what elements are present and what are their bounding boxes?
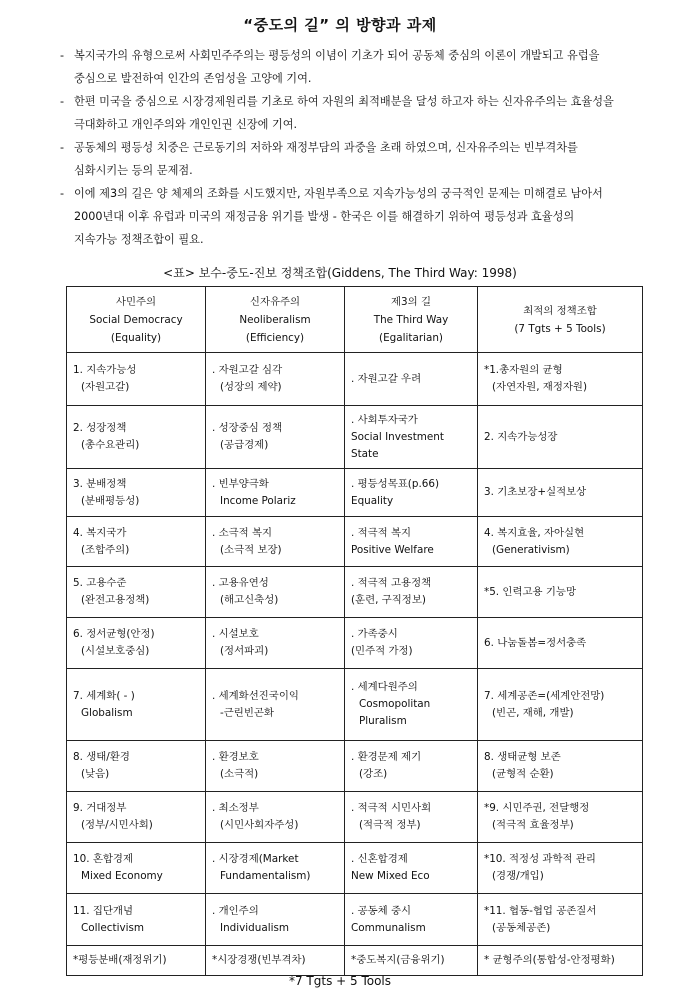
table-cell xyxy=(345,517,478,567)
cell-line: (훈련, 구직정보) xyxy=(351,594,426,606)
table-cell xyxy=(206,517,345,567)
table-row xyxy=(67,469,643,517)
cell-line: 1. 지속가능성 xyxy=(73,364,137,376)
cell-line: 6. 정서균형(안정) xyxy=(73,628,155,640)
cell-line: 3. 기초보장+실적보상 xyxy=(484,486,587,498)
cell-line: (총수요관리) xyxy=(81,439,140,451)
cell-line: Collectivism xyxy=(81,921,145,934)
cell-line: *10. 적정성 과학적 관리 xyxy=(484,853,596,865)
table-cell xyxy=(67,618,206,669)
header-line: 신자유주의 xyxy=(249,295,301,308)
table-cell xyxy=(206,894,345,946)
cell-line: . 고용유연성 xyxy=(212,577,269,589)
table-cell xyxy=(478,353,643,406)
bullet-item xyxy=(60,90,660,136)
cell-line: Cosmopolitan xyxy=(359,698,431,710)
table-cell xyxy=(345,618,478,669)
summary-cell: * 균형주의(통합성-안정평화) xyxy=(478,946,643,976)
cell-line: (성장의 제약) xyxy=(220,381,282,393)
cell-line: . 가족중시 xyxy=(351,628,398,640)
table-cell xyxy=(67,469,206,517)
bullet-text: 공동체의 평등성 치중은 근로동기의 저하와 재정부담의 과중을 초래 하였으며, 신자유주의는 빈부격차를 심화시키는 등의 문제점. xyxy=(74,141,578,177)
cell-line: . 시장경제(Market xyxy=(212,853,299,865)
cell-line: 2. 지속가능성장 xyxy=(484,430,558,443)
header-line: The Third Way xyxy=(373,313,449,326)
cell-line: . 자원고갈 우려 xyxy=(351,372,422,385)
cell-line: Pluralism xyxy=(359,715,407,727)
header-line: (Egalitarian) xyxy=(379,331,443,344)
table-cell xyxy=(67,669,206,741)
cell-line: . 자원고갈 심각 xyxy=(212,364,283,376)
cell-line: (소극적) xyxy=(220,768,259,780)
table-cell xyxy=(206,469,345,517)
cell-line: . 개인주의 xyxy=(212,904,259,917)
cell-line: . 환경문제 제기 xyxy=(351,751,422,763)
cell-line: 5. 고용수준 xyxy=(73,577,127,589)
table-cell xyxy=(478,567,643,618)
cell-line: 7. 세계화( - ) xyxy=(73,689,135,702)
cell-line: (시민사회자주성) xyxy=(220,819,299,831)
header-line: (Equality) xyxy=(110,331,162,344)
table-cell xyxy=(478,406,643,469)
cell-line: (민주적 가정) xyxy=(351,645,413,657)
table-cell xyxy=(478,618,643,669)
table-cell xyxy=(67,741,206,792)
cell-line: 11. 집단개념 xyxy=(73,904,133,917)
table-cell xyxy=(345,843,478,894)
cell-line: Equality xyxy=(351,494,394,507)
table-cell xyxy=(345,353,478,406)
table-caption: <표> 보수-중도-진보 정책조합(Giddens, The Third Way: 1998) xyxy=(163,266,517,280)
cell-line: . 환경보호 xyxy=(212,751,259,763)
cell-line: . 세계화선진국이익 xyxy=(212,689,299,702)
table-cell xyxy=(206,567,345,618)
cell-line: Globalism xyxy=(81,706,133,719)
cell-line: 9. 거대정부 xyxy=(73,802,127,814)
table-row xyxy=(67,567,643,618)
cell-line: (완전고용정책) xyxy=(81,594,150,606)
table-row xyxy=(67,618,643,669)
cell-line: . 소극적 복지 xyxy=(212,526,273,539)
cell-line: . 적극적 시민사회 xyxy=(351,802,432,814)
cell-line: (정서파괴) xyxy=(220,645,269,657)
table-cell xyxy=(345,669,478,741)
bullet-mark: - xyxy=(60,141,65,154)
cell-line: (경쟁/개입) xyxy=(492,870,544,882)
cell-line: . 세계다원주의 xyxy=(351,681,418,693)
table-cell xyxy=(345,792,478,843)
header-cell xyxy=(345,287,478,353)
bullet-item xyxy=(60,44,660,90)
cell-line: Individualism xyxy=(220,921,290,934)
table-footnote: *7 Tgts + 5 Tools xyxy=(288,974,392,988)
table-cell xyxy=(478,741,643,792)
table-cell xyxy=(206,843,345,894)
cell-line: 4. 복지국가 xyxy=(73,526,127,539)
cell-line: (자연자원, 재정자원) xyxy=(492,381,588,393)
header-cell xyxy=(206,287,345,353)
cell-line: *5. 인력고용 기능망 xyxy=(484,585,576,598)
header-cell xyxy=(67,287,206,353)
cell-line: Social Investment xyxy=(351,430,444,443)
table-cell xyxy=(67,353,206,406)
table-cell xyxy=(67,567,206,618)
table-cell xyxy=(345,406,478,469)
table-cell xyxy=(478,469,643,517)
header-line: Social Democracy xyxy=(89,313,183,326)
cell-line: *11. 협동-협업 공존질서 xyxy=(484,904,597,917)
policy-table xyxy=(66,286,643,976)
cell-line: 6. 나눔돌봄=정서충족 xyxy=(484,636,587,649)
cell-line: . 빈부양극화 xyxy=(212,477,269,490)
table-cell xyxy=(478,843,643,894)
header-line: 사민주의 xyxy=(115,295,157,308)
table-cell xyxy=(478,669,643,741)
table-cell xyxy=(206,353,345,406)
cell-line: (자원고갈) xyxy=(81,381,130,393)
cell-line: . 신혼합경제 xyxy=(351,853,408,865)
bullet-mark: - xyxy=(60,49,65,62)
cell-line: . 성장중심 정책 xyxy=(212,422,283,434)
cell-line: 10. 혼합경제 xyxy=(73,853,133,865)
table-cell xyxy=(67,792,206,843)
cell-line: (공동체공존) xyxy=(492,921,551,934)
table-cell xyxy=(206,618,345,669)
header-cell xyxy=(478,287,643,353)
cell-line: *1.총자원의 균형 xyxy=(484,364,563,376)
cell-line: (강조) xyxy=(359,768,388,780)
table-row xyxy=(67,792,643,843)
table-cell xyxy=(345,741,478,792)
cell-line: Mixed Economy xyxy=(81,870,163,882)
header-line: (7 Tgts + 5 Tools) xyxy=(514,322,606,335)
summary-cell: *중도복지(금융위기) xyxy=(345,946,478,976)
table-cell xyxy=(345,567,478,618)
bullet-list xyxy=(60,44,660,251)
bullet-text: 이에 제3의 길은 양 체제의 조화를 시도했지만, 자원부족으로 지속가능성의 궁극적인 문제는 미해결로 남아서 2000년대 이후 유럽과 미국의 재정금융 위기를 발생 - 한국은 이를 해결하기 위하여 평등성과 효율성의 지속가능 정책조합이 필요. xyxy=(74,187,603,246)
cell-line: (시설보호중심) xyxy=(81,645,150,657)
table-cell xyxy=(206,406,345,469)
header-line: 제3의 길 xyxy=(390,295,432,308)
table-cell xyxy=(478,894,643,946)
cell-line: 8. 생태균형 보존 xyxy=(484,751,561,763)
cell-line: *9. 시민주권, 전달행정 xyxy=(484,802,590,814)
cell-line: . 사회투자국가 xyxy=(351,413,418,426)
cell-line: Positive Welfare xyxy=(351,543,434,556)
summary-cell: *평등분배(재정위기) xyxy=(67,946,206,976)
cell-line: 2. 성장정책 xyxy=(73,422,127,434)
cell-line: 8. 생태/환경 xyxy=(73,751,130,763)
cell-line: New Mixed Eco xyxy=(351,870,430,882)
cell-line: . 공동체 중시 xyxy=(351,904,412,917)
header-line: (Efficiency) xyxy=(245,331,305,344)
summary-cell: *시장경쟁(빈부격차) xyxy=(206,946,345,976)
cell-line: . 적극적 고용정책 xyxy=(351,577,432,589)
cell-line: (Generativism) xyxy=(492,543,570,556)
table-row xyxy=(67,894,643,946)
table-row xyxy=(67,353,643,406)
cell-line: State xyxy=(351,447,379,460)
cell-line: 3. 분배정책 xyxy=(73,477,127,490)
cell-line: Fundamentalism) xyxy=(220,870,311,882)
table-cell xyxy=(67,406,206,469)
table-cell xyxy=(345,894,478,946)
cell-line: (정부/시민사회) xyxy=(81,819,153,831)
cell-line: (적극적 효율정부) xyxy=(492,819,574,831)
table-summary-row xyxy=(67,946,643,976)
cell-line: (해고신축성) xyxy=(220,594,279,606)
table-cell xyxy=(206,792,345,843)
cell-line: (낮음) xyxy=(81,768,110,780)
page-title: “중도의 길” 의 방향과 과제 xyxy=(243,16,437,34)
bullet-item xyxy=(60,182,660,251)
header-line: 최적의 정책조합 xyxy=(523,304,597,317)
bullet-item xyxy=(60,136,660,182)
cell-line: . 평등성목표(p.66) xyxy=(351,477,440,490)
table-cell xyxy=(345,469,478,517)
cell-line: . 시설보호 xyxy=(212,628,259,640)
cell-line: (균형적 순환) xyxy=(492,768,554,780)
cell-line: -근린빈곤화 xyxy=(220,706,274,719)
table-row xyxy=(67,843,643,894)
cell-line: 4. 복지효율, 자아실현 xyxy=(484,526,585,539)
table-cell xyxy=(478,517,643,567)
table-row xyxy=(67,517,643,567)
cell-line: . 최소정부 xyxy=(212,802,259,814)
cell-line: Communalism xyxy=(351,921,426,934)
cell-line: (소극적 보장) xyxy=(220,543,282,556)
table-cell xyxy=(67,517,206,567)
table-row xyxy=(67,669,643,741)
cell-line: 7. 세계공존=(세계안전망) xyxy=(484,689,605,702)
bullet-text: 한편 미국을 중심으로 시장경제원리를 기초로 하여 자원의 최적배분을 달성 하고자 하는 신자유주의는 효율성을 극대화하고 개인주의와 개인인권 신장에 기여. xyxy=(74,95,614,131)
table-row xyxy=(67,406,643,469)
cell-line: . 적극적 복지 xyxy=(351,526,412,539)
bullet-text: 복지국가의 유형으로써 사회민주주의는 평등성의 이념이 기초가 되어 공동체 중심의 이론이 개발되고 유럽을 중심으로 발전하여 인간의 존엄성을 고양에 기여. xyxy=(74,49,600,85)
table-cell xyxy=(206,669,345,741)
table-cell xyxy=(67,894,206,946)
cell-line: (빈곤, 재해, 개발) xyxy=(492,706,574,719)
cell-line: (분배평등성) xyxy=(81,494,140,507)
bullet-mark: - xyxy=(60,95,65,108)
cell-line: (조합주의) xyxy=(81,543,130,556)
table-row xyxy=(67,741,643,792)
header-line: Neoliberalism xyxy=(239,313,311,326)
table-cell xyxy=(478,792,643,843)
table-cell xyxy=(67,843,206,894)
bullet-mark: - xyxy=(60,187,65,200)
cell-line: (적극적 정부) xyxy=(359,819,421,831)
cell-line: Income Polariz xyxy=(220,494,296,507)
table-header-row xyxy=(67,287,643,353)
cell-line: (공급경제) xyxy=(220,439,269,451)
table-cell xyxy=(206,741,345,792)
